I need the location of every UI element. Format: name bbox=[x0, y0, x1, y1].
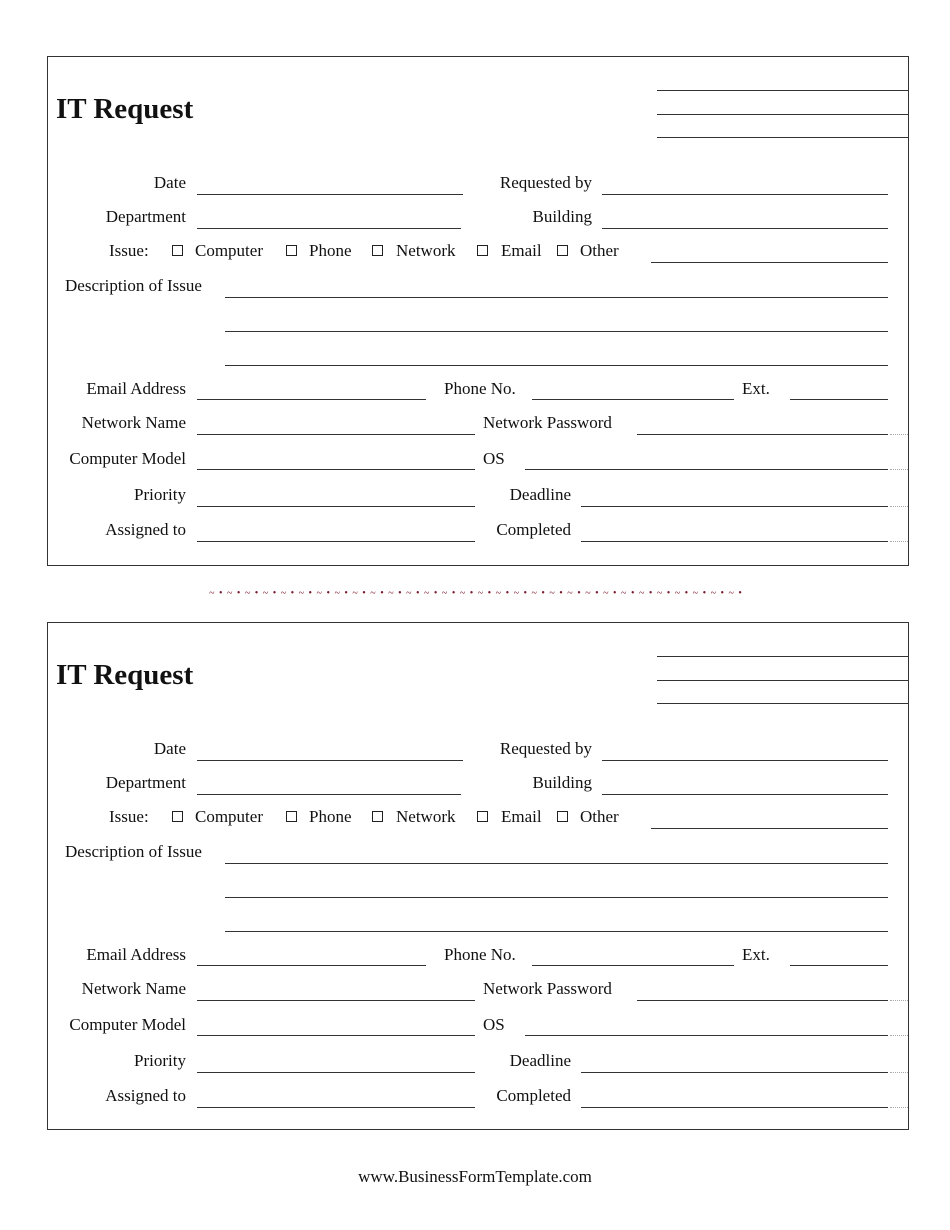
date-label: Date bbox=[153, 739, 186, 758]
issue-network-label: Network bbox=[396, 241, 456, 260]
computer-model-label: Computer Model bbox=[69, 1015, 186, 1034]
department-label: Department bbox=[105, 773, 186, 792]
building-label: Building bbox=[532, 773, 592, 792]
row-dotted-extension bbox=[890, 541, 908, 542]
email-address-label: Email Address bbox=[86, 379, 186, 398]
os-label: OS bbox=[483, 449, 505, 468]
requested-by-label: Requested by bbox=[499, 739, 592, 758]
phone-no-label: Phone No. bbox=[444, 379, 516, 398]
issue-other-checkbox[interactable] bbox=[557, 811, 568, 822]
ext-field[interactable] bbox=[790, 399, 888, 400]
description-line-1[interactable] bbox=[225, 863, 888, 864]
description-line-3[interactable] bbox=[225, 931, 888, 932]
issue-email-checkbox[interactable] bbox=[477, 245, 488, 256]
deadline-label: Deadline bbox=[509, 1051, 571, 1070]
issue-other-checkbox[interactable] bbox=[557, 245, 568, 256]
issue-other-field[interactable] bbox=[651, 828, 888, 829]
header-blank-line-2[interactable] bbox=[657, 114, 909, 115]
header-blank-line-1[interactable] bbox=[657, 90, 909, 91]
row-dotted-extension bbox=[890, 1035, 908, 1036]
issue-label: Issue: bbox=[109, 241, 149, 260]
footer-website: www.BusinessFormTemplate.com bbox=[358, 1167, 592, 1186]
assigned-to-label: Assigned to bbox=[105, 520, 186, 539]
form-title: IT Request bbox=[56, 659, 194, 691]
email-address-label: Email Address bbox=[86, 945, 186, 964]
network-password-label: Network Password bbox=[483, 413, 612, 432]
issue-other-label: Other bbox=[580, 241, 619, 260]
completed-label: Completed bbox=[496, 1086, 571, 1105]
issue-computer-label: Computer bbox=[195, 241, 263, 260]
requested-by-label: Requested by bbox=[499, 173, 592, 192]
issue-network-label: Network bbox=[396, 807, 456, 826]
assigned-to-field[interactable] bbox=[197, 541, 475, 542]
issue-phone-label: Phone bbox=[309, 807, 352, 826]
email-address-field[interactable] bbox=[197, 399, 426, 400]
issue-label: Issue: bbox=[109, 807, 149, 826]
issue-computer-label: Computer bbox=[195, 807, 263, 826]
issue-other-field[interactable] bbox=[651, 262, 888, 263]
priority-field[interactable] bbox=[197, 1072, 475, 1073]
network-name-label: Network Name bbox=[81, 979, 186, 998]
os-field[interactable] bbox=[525, 469, 888, 470]
decorative-divider: ~ • ~ • ~ • ~ • ~ • ~ • ~ • ~ • ~ • ~ • ~ • ~ • ~ • ~ • ~ • ~ • ~ • ~ • ~ • ~ • ~ • ~ • ~ • ~ • ~ • ~ • ~ • ~ • ~ • ~ • bbox=[209, 588, 743, 599]
row-dotted-extension bbox=[890, 1072, 908, 1073]
row-dotted-extension bbox=[890, 469, 908, 470]
description-label: Description of Issue bbox=[65, 842, 202, 861]
issue-email-label: Email bbox=[501, 807, 542, 826]
network-password-field[interactable] bbox=[637, 1000, 888, 1001]
issue-computer-checkbox[interactable] bbox=[172, 811, 183, 822]
ext-label: Ext. bbox=[742, 945, 770, 964]
computer-model-field[interactable] bbox=[197, 469, 475, 470]
it-request-form-2 bbox=[47, 622, 909, 1130]
requested-by-field[interactable] bbox=[602, 760, 888, 761]
os-field[interactable] bbox=[525, 1035, 888, 1036]
network-name-field[interactable] bbox=[197, 434, 475, 435]
issue-network-checkbox[interactable] bbox=[372, 811, 383, 822]
department-field[interactable] bbox=[197, 228, 461, 229]
network-password-field[interactable] bbox=[637, 434, 888, 435]
completed-field[interactable] bbox=[581, 1107, 888, 1108]
row-dotted-extension bbox=[890, 1107, 908, 1108]
deadline-label: Deadline bbox=[509, 485, 571, 504]
issue-network-checkbox[interactable] bbox=[372, 245, 383, 256]
row-dotted-extension bbox=[890, 506, 908, 507]
ext-label: Ext. bbox=[742, 379, 770, 398]
row-dotted-extension bbox=[890, 1000, 908, 1001]
description-line-2[interactable] bbox=[225, 331, 888, 332]
deadline-field[interactable] bbox=[581, 506, 888, 507]
assigned-to-label: Assigned to bbox=[105, 1086, 186, 1105]
date-field[interactable] bbox=[197, 194, 463, 195]
description-line-2[interactable] bbox=[225, 897, 888, 898]
os-label: OS bbox=[483, 1015, 505, 1034]
row-dotted-extension bbox=[890, 434, 908, 435]
issue-phone-checkbox[interactable] bbox=[286, 245, 297, 256]
header-blank-line-3[interactable] bbox=[657, 703, 909, 704]
issue-email-label: Email bbox=[501, 241, 542, 260]
date-field[interactable] bbox=[197, 760, 463, 761]
phone-no-field[interactable] bbox=[532, 965, 734, 966]
building-field[interactable] bbox=[602, 794, 888, 795]
network-password-label: Network Password bbox=[483, 979, 612, 998]
ext-field[interactable] bbox=[790, 965, 888, 966]
issue-computer-checkbox[interactable] bbox=[172, 245, 183, 256]
issue-phone-checkbox[interactable] bbox=[286, 811, 297, 822]
phone-no-field[interactable] bbox=[532, 399, 734, 400]
issue-phone-label: Phone bbox=[309, 241, 352, 260]
computer-model-field[interactable] bbox=[197, 1035, 475, 1036]
network-name-field[interactable] bbox=[197, 1000, 475, 1001]
priority-label: Priority bbox=[134, 485, 186, 504]
computer-model-label: Computer Model bbox=[69, 449, 186, 468]
completed-label: Completed bbox=[496, 520, 571, 539]
form-title: IT Request bbox=[56, 93, 194, 125]
header-blank-line-1[interactable] bbox=[657, 656, 909, 657]
date-label: Date bbox=[153, 173, 186, 192]
building-label: Building bbox=[532, 207, 592, 226]
department-label: Department bbox=[105, 207, 186, 226]
department-field[interactable] bbox=[197, 794, 461, 795]
completed-field[interactable] bbox=[581, 541, 888, 542]
network-name-label: Network Name bbox=[81, 413, 186, 432]
header-blank-line-3[interactable] bbox=[657, 137, 909, 138]
requested-by-field[interactable] bbox=[602, 194, 888, 195]
it-request-form-1 bbox=[47, 56, 909, 566]
description-line-1[interactable] bbox=[225, 297, 888, 298]
issue-email-checkbox[interactable] bbox=[477, 811, 488, 822]
description-label: Description of Issue bbox=[65, 276, 202, 295]
priority-field[interactable] bbox=[197, 506, 475, 507]
building-field[interactable] bbox=[602, 228, 888, 229]
description-line-3[interactable] bbox=[225, 365, 888, 366]
issue-other-label: Other bbox=[580, 807, 619, 826]
email-address-field[interactable] bbox=[197, 965, 426, 966]
deadline-field[interactable] bbox=[581, 1072, 888, 1073]
header-blank-line-2[interactable] bbox=[657, 680, 909, 681]
phone-no-label: Phone No. bbox=[444, 945, 516, 964]
assigned-to-field[interactable] bbox=[197, 1107, 475, 1108]
priority-label: Priority bbox=[134, 1051, 186, 1070]
